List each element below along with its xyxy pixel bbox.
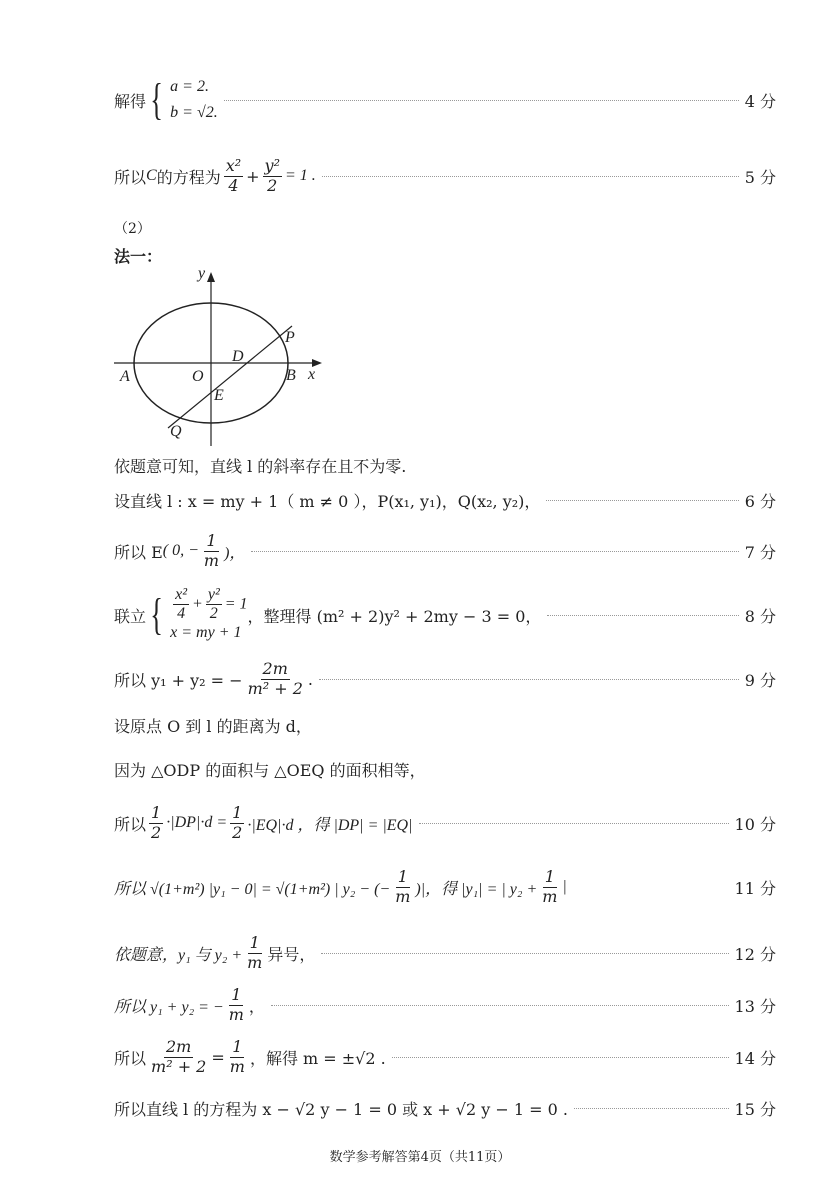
system-row: x = my + 1	[170, 624, 242, 642]
answer-line-4	[114, 486, 776, 514]
line-text: 设直线 l : x = my + 1（ m ≠ 0 ），P(x₁, y₁)，Q(x₂, y₂)，	[114, 491, 541, 511]
score-label: 12 分	[734, 944, 776, 964]
dot-leader	[251, 551, 738, 552]
fraction: $\frac{1}{m}$	[203, 531, 220, 570]
dot-leader	[271, 1005, 729, 1006]
score-label: 13 分	[734, 996, 776, 1016]
equation-part: 所以 √(1+m²) |y₁ − 0| = √(1+m²) | y₂ − (−	[114, 880, 391, 898]
fraction: $\frac{1}{m}$	[247, 933, 263, 972]
line-l	[168, 326, 292, 428]
part-label: （2）	[114, 221, 151, 237]
line-tail: ，解得 m = ±√2 .	[249, 1048, 386, 1068]
ellipse-figure	[112, 262, 328, 448]
answer-line-1	[114, 72, 776, 128]
line-tail: 异号，	[267, 944, 316, 964]
equals-sign: =	[211, 1047, 225, 1067]
label-e: E	[214, 387, 224, 404]
score-label: 6 分	[744, 491, 776, 511]
fraction: $\frac{1}{2}$	[232, 803, 243, 842]
answer-line-3: 依题意可知，直线 l 的斜率存在且不为零.	[114, 457, 407, 476]
label-o: O	[192, 368, 204, 385]
system-row: a = 2.	[170, 78, 209, 96]
equation-system: { a = 2. b = √2.	[150, 75, 218, 124]
answer-line-14	[114, 1034, 776, 1080]
label-d: D	[232, 348, 244, 365]
score-label: 11 分	[734, 878, 776, 898]
fraction: $\frac{2m}{\text{m² + 2}}$	[247, 659, 303, 698]
line-prefix: 所以 E	[114, 542, 163, 562]
line-text: ，整理得 (m² + 2)y² + 2my − 3 = 0，	[247, 606, 542, 626]
dot-leader	[322, 176, 739, 177]
line-prefix: 所以	[114, 814, 147, 834]
dot-leader	[546, 500, 738, 501]
dot-leader	[321, 953, 728, 954]
fraction: $\frac{2m}{\text{m² + 2}}$	[151, 1037, 207, 1076]
fraction: $\frac{\text{x²}}{4}$	[225, 156, 242, 195]
method-label: 法一：	[114, 247, 163, 266]
equation-part: )|，得 |y₁| = | y₂ +	[415, 880, 538, 898]
fraction: $\frac{1}{2}$	[151, 803, 162, 842]
line-prefix: 所以 y₁ + y₂ = −	[114, 670, 243, 690]
score-label: 14 分	[734, 1048, 776, 1068]
line-tail: .	[307, 669, 313, 689]
answer-line-7	[114, 656, 776, 702]
label-q: Q	[170, 423, 182, 440]
line-text: 所以直线 l 的方程为 x − √2 y − 1 = 0 或 x + √2 y − 1 = 0 .	[114, 1099, 568, 1119]
answer-line-15	[114, 1094, 776, 1122]
score-label: 7 分	[744, 542, 776, 562]
answer-line-2	[114, 152, 776, 200]
equation-part: 所以 y₁ + y₂ = −	[114, 998, 224, 1016]
var-c: C	[146, 167, 157, 184]
plus-sign: +	[246, 166, 260, 186]
paren-open: ( 0, −	[162, 542, 199, 559]
paren-close: )，	[224, 544, 246, 562]
dot-leader	[419, 823, 729, 824]
equation-part: 依题意，y₁ 与 y₂ +	[114, 946, 243, 964]
line-prefix: 解得	[114, 91, 147, 111]
label-y: y	[198, 265, 206, 282]
score-label: 15 分	[734, 1099, 776, 1119]
equation-part: ·|DP|·d =	[166, 814, 228, 831]
fraction: $\frac{1}{m}$	[229, 1037, 245, 1076]
label-x: x	[308, 366, 316, 383]
system-row: $\frac{\text{x²}}{4}$ + $\frac{\text{y²}}{2}$ = 1	[175, 585, 248, 623]
equation-tail: = 1 .	[285, 167, 316, 184]
fraction: $\frac{1}{m}$	[542, 867, 558, 906]
page-footer: 数学参考解答第4页（共11页）	[329, 1150, 511, 1165]
answer-line-9: 因为 △ODP 的面积与 △OEQ 的面积相等，	[114, 761, 426, 780]
answer-line-5	[114, 528, 776, 574]
dot-leader	[392, 1057, 729, 1058]
fraction: $\frac{\text{y²}}{2}$	[264, 156, 280, 195]
system-row: b = √2.	[170, 104, 218, 121]
answer-line-10	[114, 800, 776, 846]
line-prefix: 所以	[114, 167, 147, 187]
score-label: 10 分	[734, 814, 776, 834]
answer-line-11	[114, 862, 776, 912]
line-prefix: 联立	[114, 606, 147, 626]
dot-leader	[224, 100, 739, 101]
y-arrow	[207, 272, 215, 282]
answer-line-6	[114, 584, 776, 646]
fraction: $\frac{1}{m}$	[395, 867, 411, 906]
equation-part: ·|EQ|·d ，得 |DP| = |EQ|	[247, 816, 413, 834]
equation-part: |	[562, 878, 567, 895]
label-b: B	[286, 367, 296, 384]
answer-line-12	[114, 930, 776, 976]
equation-system: { $\frac{\text{x²}}{4}$ + $\frac{\text{y²}}{2}$ = 1 x = my + 1	[146, 586, 248, 645]
line-tail: ，	[248, 996, 265, 1016]
line-text: 的方程为	[156, 167, 221, 187]
line-prefix: 所以	[114, 1048, 147, 1068]
answer-line-13	[114, 982, 776, 1028]
answer-line-8: 设原点 O 到 l 的距离为 d，	[114, 717, 312, 736]
score-label: 4 分	[744, 91, 776, 111]
dot-leader	[574, 1108, 729, 1109]
score-label: 9 分	[744, 670, 776, 690]
fraction: $\frac{1}{m}$	[228, 985, 244, 1024]
score-label: 8 分	[744, 606, 776, 626]
label-a: A	[120, 368, 130, 385]
label-p: P	[285, 329, 295, 346]
dot-leader	[547, 615, 738, 616]
dot-leader	[319, 679, 739, 680]
score-label: 5 分	[744, 167, 776, 187]
